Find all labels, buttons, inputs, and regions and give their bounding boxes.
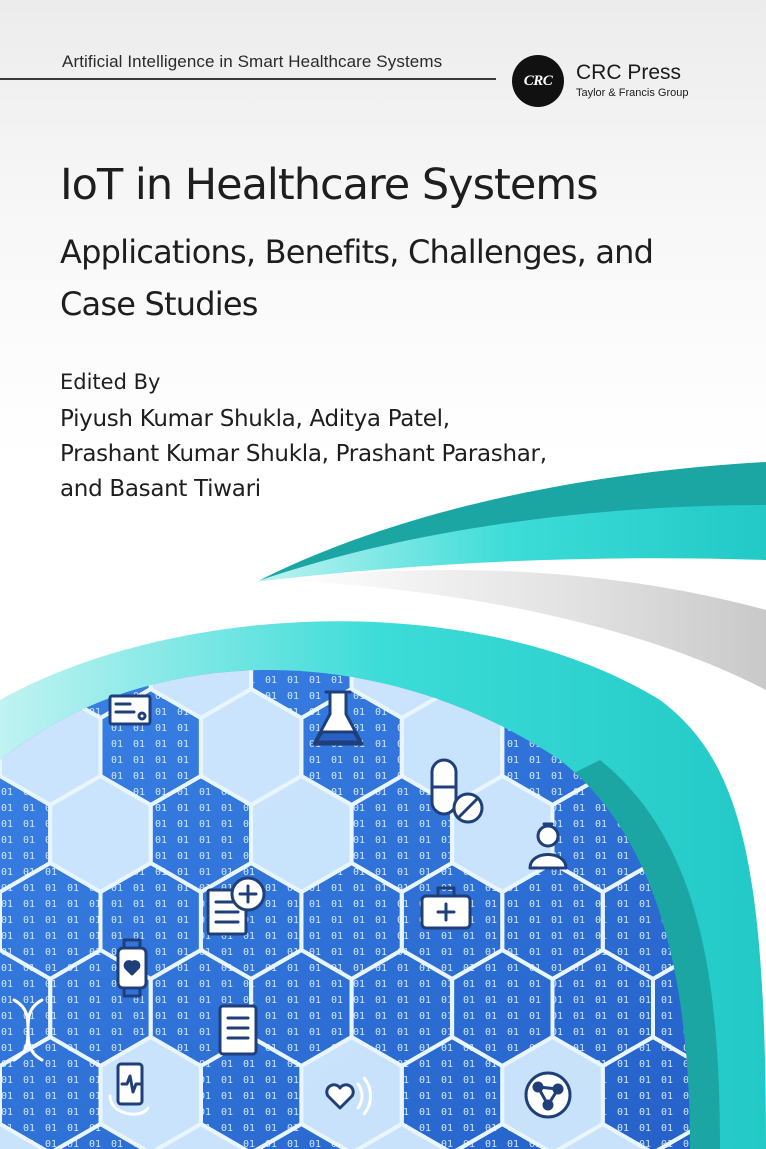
lab-monitor-icon: [110, 696, 150, 724]
series-title: Artificial Intelligence in Smart Healthcare Systems: [62, 52, 443, 71]
logo-text: CRC: [523, 72, 553, 89]
publisher-name: CRC Press: [576, 61, 682, 84]
cover-artwork: [0, 440, 766, 1149]
editor-line: Prashant Kumar Shukla, Prashant Parashar,: [60, 441, 547, 467]
smartwatch-heart-icon: [118, 940, 146, 996]
publisher-subname: Taylor & Francis Group: [576, 87, 689, 99]
series-header: [0, 0, 766, 120]
editor-line: and Basant Tiwari: [60, 476, 261, 502]
publisher-logo: [512, 55, 732, 111]
clipboard-report-icon: [220, 1006, 256, 1054]
book-subtitle: Applications, Benefits, Challenges, and Case Studies: [60, 233, 654, 323]
edited-by-label: Edited By: [60, 370, 161, 394]
editor-line: Piyush Kumar Shukla, Aditya Patel,: [60, 406, 450, 432]
series-rule: [0, 78, 496, 80]
book-title: IoT in Healthcare Systems: [60, 160, 598, 210]
network-globe-icon: [526, 1073, 570, 1117]
crc-logo-icon: [512, 55, 564, 107]
